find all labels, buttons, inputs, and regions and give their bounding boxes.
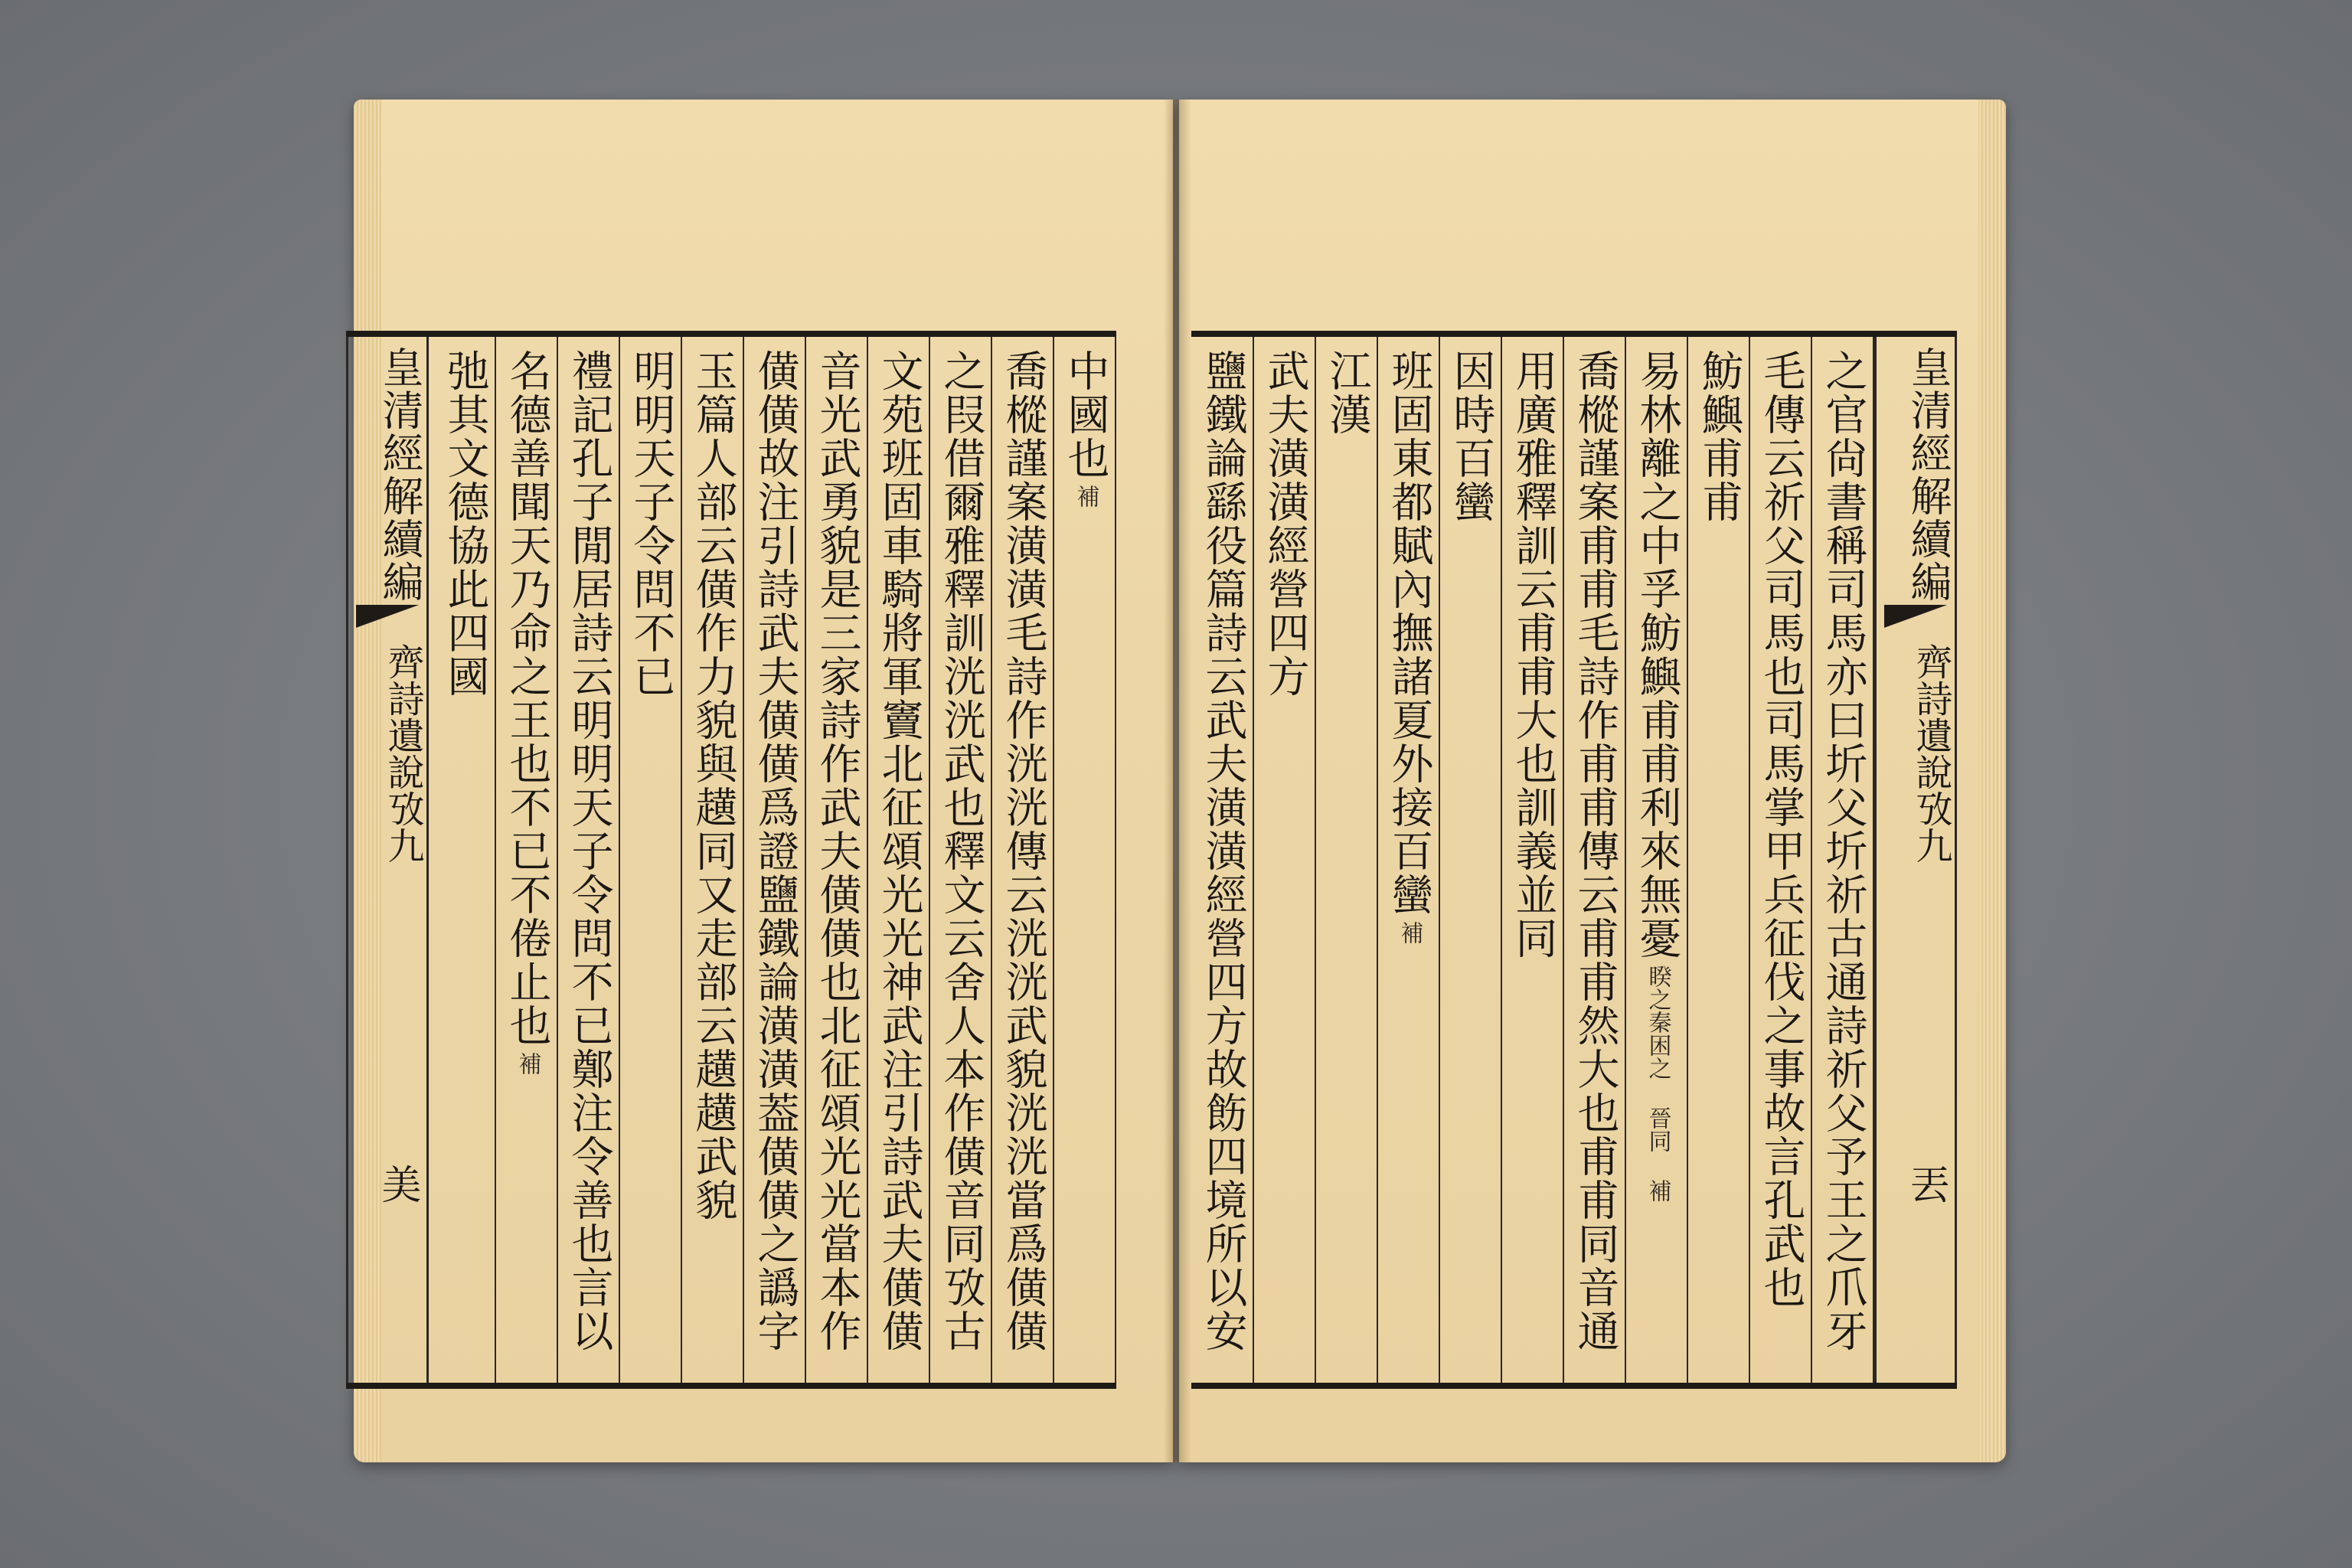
left-column-note: 補 (1072, 485, 1099, 508)
right-page-spine (1874, 337, 1957, 1383)
right-page-edge (1978, 100, 2006, 1462)
left-column-text: 喬樅謹案潢潢毛詩作洸洸傳云洸洸武貌洸洸當爲僙僙 (998, 349, 1048, 1353)
left-spine-subtitle: 齊詩遺說攷九 (381, 643, 424, 864)
right-column-note: 睽之秦困之 晉同 補 (1644, 965, 1671, 1202)
right-column-text: 鹽鐵論繇役篇詩云武夫潢潢經營四方故飭四境所以安 (1198, 349, 1248, 1353)
right-spine-subtitle: 齊詩遺說攷九 (1909, 643, 1952, 864)
left-column (434, 337, 496, 1383)
right-column-text: 魴鱮甫甫 (1694, 349, 1744, 524)
left-column (930, 337, 992, 1383)
right-spine-fishtail (1884, 605, 1947, 632)
left-spine-title: 皇清經解續編 (376, 346, 424, 603)
right-text-frame (1191, 331, 1957, 1389)
right-column (1254, 337, 1316, 1383)
right-column (1316, 337, 1378, 1383)
left-page-spine (346, 337, 429, 1383)
left-column-text: 玉篇人部云僙作力貌與趪同又走部云趪趪武貌 (688, 349, 738, 1222)
left-column-text: 弛其文德協此四國 (440, 349, 490, 698)
right-column-text: 毛傳云祈父司馬也司馬掌甲兵征伐之事故言孔武也 (1756, 349, 1806, 1309)
left-column-text: 僙僙故注引詩武夫僙僙爲證鹽鐵論潢潢葢僙僙之譌字 (750, 349, 800, 1353)
right-column-text: 因時百蠻 (1446, 349, 1496, 524)
left-column-text: 明明天子令問不已 (626, 349, 676, 698)
right-column-text: 江漢 (1322, 349, 1372, 436)
left-column-text: 名德善聞天乃命之王也不已不倦止也 (502, 349, 552, 1047)
right-column-text: 武夫潢潢經營四方 (1260, 349, 1310, 698)
left-column (806, 337, 868, 1383)
right-column-text: 喬樅謹案甫甫毛詩作甫甫傳云甫甫然大也甫甫同音通 (1570, 349, 1620, 1353)
left-text-frame (346, 331, 1116, 1389)
right-spine-leaf-number: 丟 (1903, 1164, 1949, 1204)
left-column (682, 337, 744, 1383)
book-gutter (1164, 100, 1191, 1462)
left-column-text: 之叚借爾雅釋訓洸洸武也釋文云舍人本作僙音同攷古 (936, 349, 986, 1353)
left-column-text: 中國也 (1060, 349, 1110, 480)
left-column (1054, 337, 1116, 1383)
right-column (1688, 337, 1750, 1383)
right-column (1750, 337, 1812, 1383)
right-spine-title: 皇清經解續編 (1904, 346, 1952, 603)
left-column (620, 337, 682, 1383)
right-column (1440, 337, 1502, 1383)
right-column (1502, 337, 1564, 1383)
right-column (1812, 337, 1874, 1383)
left-column-text: 音光武勇貌是三家詩作武夫僙僙也北征頌光光當本作 (812, 349, 862, 1353)
left-column (744, 337, 806, 1383)
right-column (1626, 337, 1688, 1383)
left-spine-fishtail (356, 605, 419, 632)
right-column-text: 用廣雅釋訓云甫甫大也訓義並同 (1508, 349, 1558, 960)
right-column (1564, 337, 1626, 1383)
left-column (868, 337, 930, 1383)
left-column (992, 337, 1054, 1383)
left-column (558, 337, 620, 1383)
right-column-text: 之官尙書稱司馬亦曰圻父圻祈古通詩祈父予王之爪牙 (1818, 349, 1868, 1353)
right-column-note: 補 (1396, 921, 1423, 944)
right-column (1378, 337, 1440, 1383)
left-spine-leaf-number: 美 (374, 1164, 420, 1204)
left-column-text: 文苑班固車騎將軍竇北征頌光光神武注引詩武夫僙僙 (874, 349, 924, 1353)
left-column-note: 補 (514, 1052, 541, 1075)
left-column-text: 禮記孔子閒居詩云明明天子令問不已鄭注令善也言以 (564, 349, 614, 1353)
right-column-text: 班固東都賦內撫諸夏外接百蠻 (1384, 349, 1434, 916)
right-column (1192, 337, 1254, 1383)
left-column (496, 337, 558, 1383)
right-column-text: 易林離之中孚魴鱮甫甫利來無憂 (1632, 349, 1682, 960)
